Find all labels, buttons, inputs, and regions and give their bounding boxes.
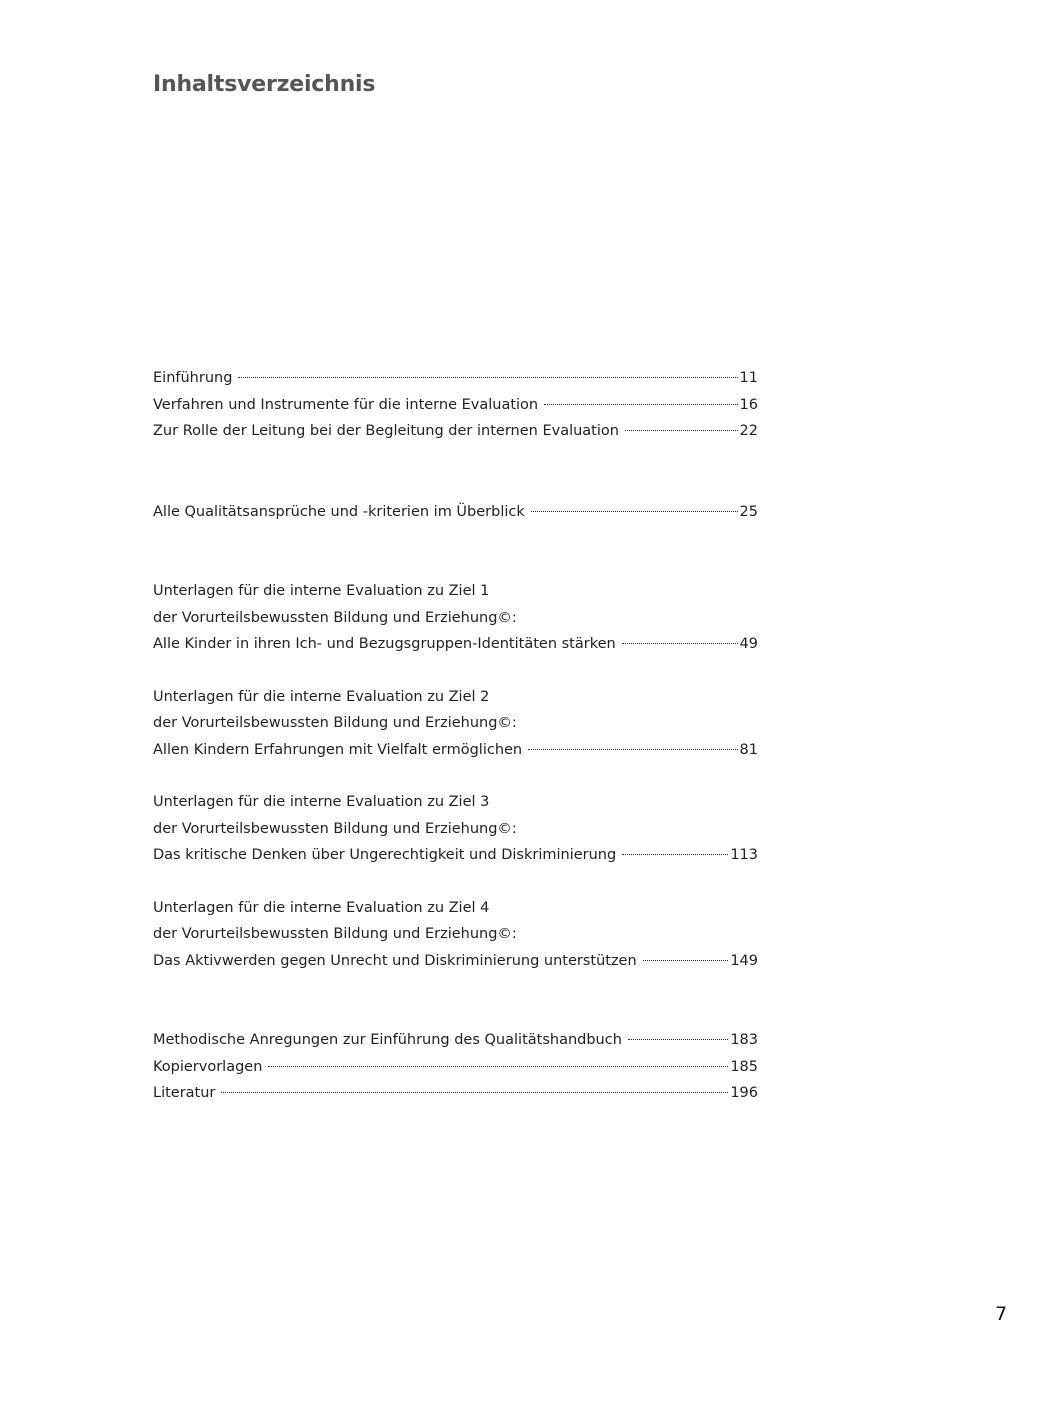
page-title: Inhaltsverzeichnis xyxy=(153,72,376,97)
toc-entry-page: 25 xyxy=(739,503,758,520)
toc-entry-page: 185 xyxy=(730,1058,758,1075)
toc-entry-page: 11 xyxy=(739,370,758,386)
toc-entry-page: 22 xyxy=(739,423,758,439)
toc-entry-line xyxy=(153,631,758,658)
page-number: 7 xyxy=(995,1303,1008,1325)
toc-entry-text: der Vorurteilsbewussten Bildung und Erziehung©: xyxy=(153,609,517,626)
toc-entry-line xyxy=(153,948,758,975)
toc-entry-text: Verfahren und Instrumente für die interne Evaluation xyxy=(153,396,539,413)
toc-entry-ueberblick[interactable] xyxy=(153,499,758,526)
table-of-contents xyxy=(153,365,758,1107)
toc-entry-text: Alle Qualitätsansprüche und -kriterien im Überblick xyxy=(153,503,525,520)
toc-entry-line xyxy=(153,895,758,922)
toc-entry-line xyxy=(153,842,758,869)
dot-leader xyxy=(544,404,737,405)
toc-entry-text: Das kritische Denken über Ungerechtigkeit und Diskriminierung xyxy=(153,847,617,863)
section-spacer xyxy=(153,658,758,684)
toc-entry-line xyxy=(153,816,758,843)
section-spacer xyxy=(153,525,758,578)
toc-entry-methodische-anregungen[interactable] xyxy=(153,1027,758,1054)
toc-entry-text: Methodische Anregungen zur Einführung des Qualitätshandbuch xyxy=(153,1032,622,1048)
toc-entry-line xyxy=(153,737,758,764)
toc-entry-text: Unterlagen für die interne Evaluation zu Ziel 3 xyxy=(153,794,490,810)
toc-entry-kopiervorlagen[interactable] xyxy=(153,1054,758,1081)
toc-entry-ziel-1[interactable] xyxy=(153,578,758,658)
toc-entry-line xyxy=(153,605,758,632)
dot-leader xyxy=(622,854,728,855)
toc-entry-page: 81 xyxy=(739,741,758,758)
toc-entry-text: Alle Kinder in ihren Ich- und Bezugsgruppen-Identitäten stärken xyxy=(153,636,616,652)
toc-entry-page: 196 xyxy=(730,1085,758,1101)
dot-leader xyxy=(238,377,737,378)
toc-entry-text: Literatur xyxy=(153,1085,216,1101)
toc-entry-text: der Vorurteilsbewussten Bildung und Erziehung©: xyxy=(153,715,517,731)
dot-leader xyxy=(221,1092,728,1093)
dot-leader xyxy=(628,1039,728,1040)
toc-entry-text: Kopiervorlagen xyxy=(153,1058,263,1075)
dot-leader xyxy=(643,960,729,961)
toc-entry-line xyxy=(153,921,758,948)
section-spacer xyxy=(153,763,758,789)
toc-entry-einfuehrung[interactable] xyxy=(153,365,758,392)
toc-entry-page: 183 xyxy=(730,1032,758,1048)
toc-entry-page: 49 xyxy=(739,636,758,652)
dot-leader xyxy=(531,511,738,512)
toc-entry-page: 149 xyxy=(730,952,758,969)
toc-entry-text: Allen Kindern Erfahrungen mit Vielfalt ermöglichen xyxy=(153,741,523,758)
toc-entry-literatur[interactable] xyxy=(153,1080,758,1107)
toc-entry-line xyxy=(153,789,758,816)
toc-entry-rolle-leitung[interactable] xyxy=(153,418,758,445)
toc-entry-line xyxy=(153,578,758,605)
toc-entry-verfahren[interactable] xyxy=(153,392,758,419)
toc-entry-text: Das Aktivwerden gegen Unrecht und Diskriminierung unterstützen xyxy=(153,952,637,969)
toc-entry-text: Unterlagen für die interne Evaluation zu Ziel 2 xyxy=(153,688,490,705)
section-spacer xyxy=(153,974,758,1027)
toc-entry-text: Zur Rolle der Leitung bei der Begleitung der internen Evaluation xyxy=(153,423,619,439)
toc-entry-text: der Vorurteilsbewussten Bildung und Erziehung©: xyxy=(153,820,517,837)
section-spacer xyxy=(153,869,758,895)
dot-leader xyxy=(268,1066,728,1067)
toc-entry-text: Unterlagen für die interne Evaluation zu Ziel 4 xyxy=(153,899,490,916)
dot-leader xyxy=(528,749,737,750)
toc-entry-text: Unterlagen für die interne Evaluation zu Ziel 1 xyxy=(153,583,490,599)
toc-entry-page: 16 xyxy=(739,396,758,413)
toc-entry-text: der Vorurteilsbewussten Bildung und Erziehung©: xyxy=(153,926,517,942)
toc-entry-ziel-2[interactable] xyxy=(153,684,758,764)
toc-entry-line xyxy=(153,684,758,711)
toc-entry-line xyxy=(153,710,758,737)
toc-entry-page: 113 xyxy=(730,847,758,863)
section-spacer xyxy=(153,445,758,499)
toc-entry-text: Einführung xyxy=(153,370,233,386)
dot-leader xyxy=(622,643,738,644)
toc-entry-ziel-3[interactable] xyxy=(153,789,758,869)
dot-leader xyxy=(625,430,738,431)
toc-entry-ziel-4[interactable] xyxy=(153,895,758,975)
